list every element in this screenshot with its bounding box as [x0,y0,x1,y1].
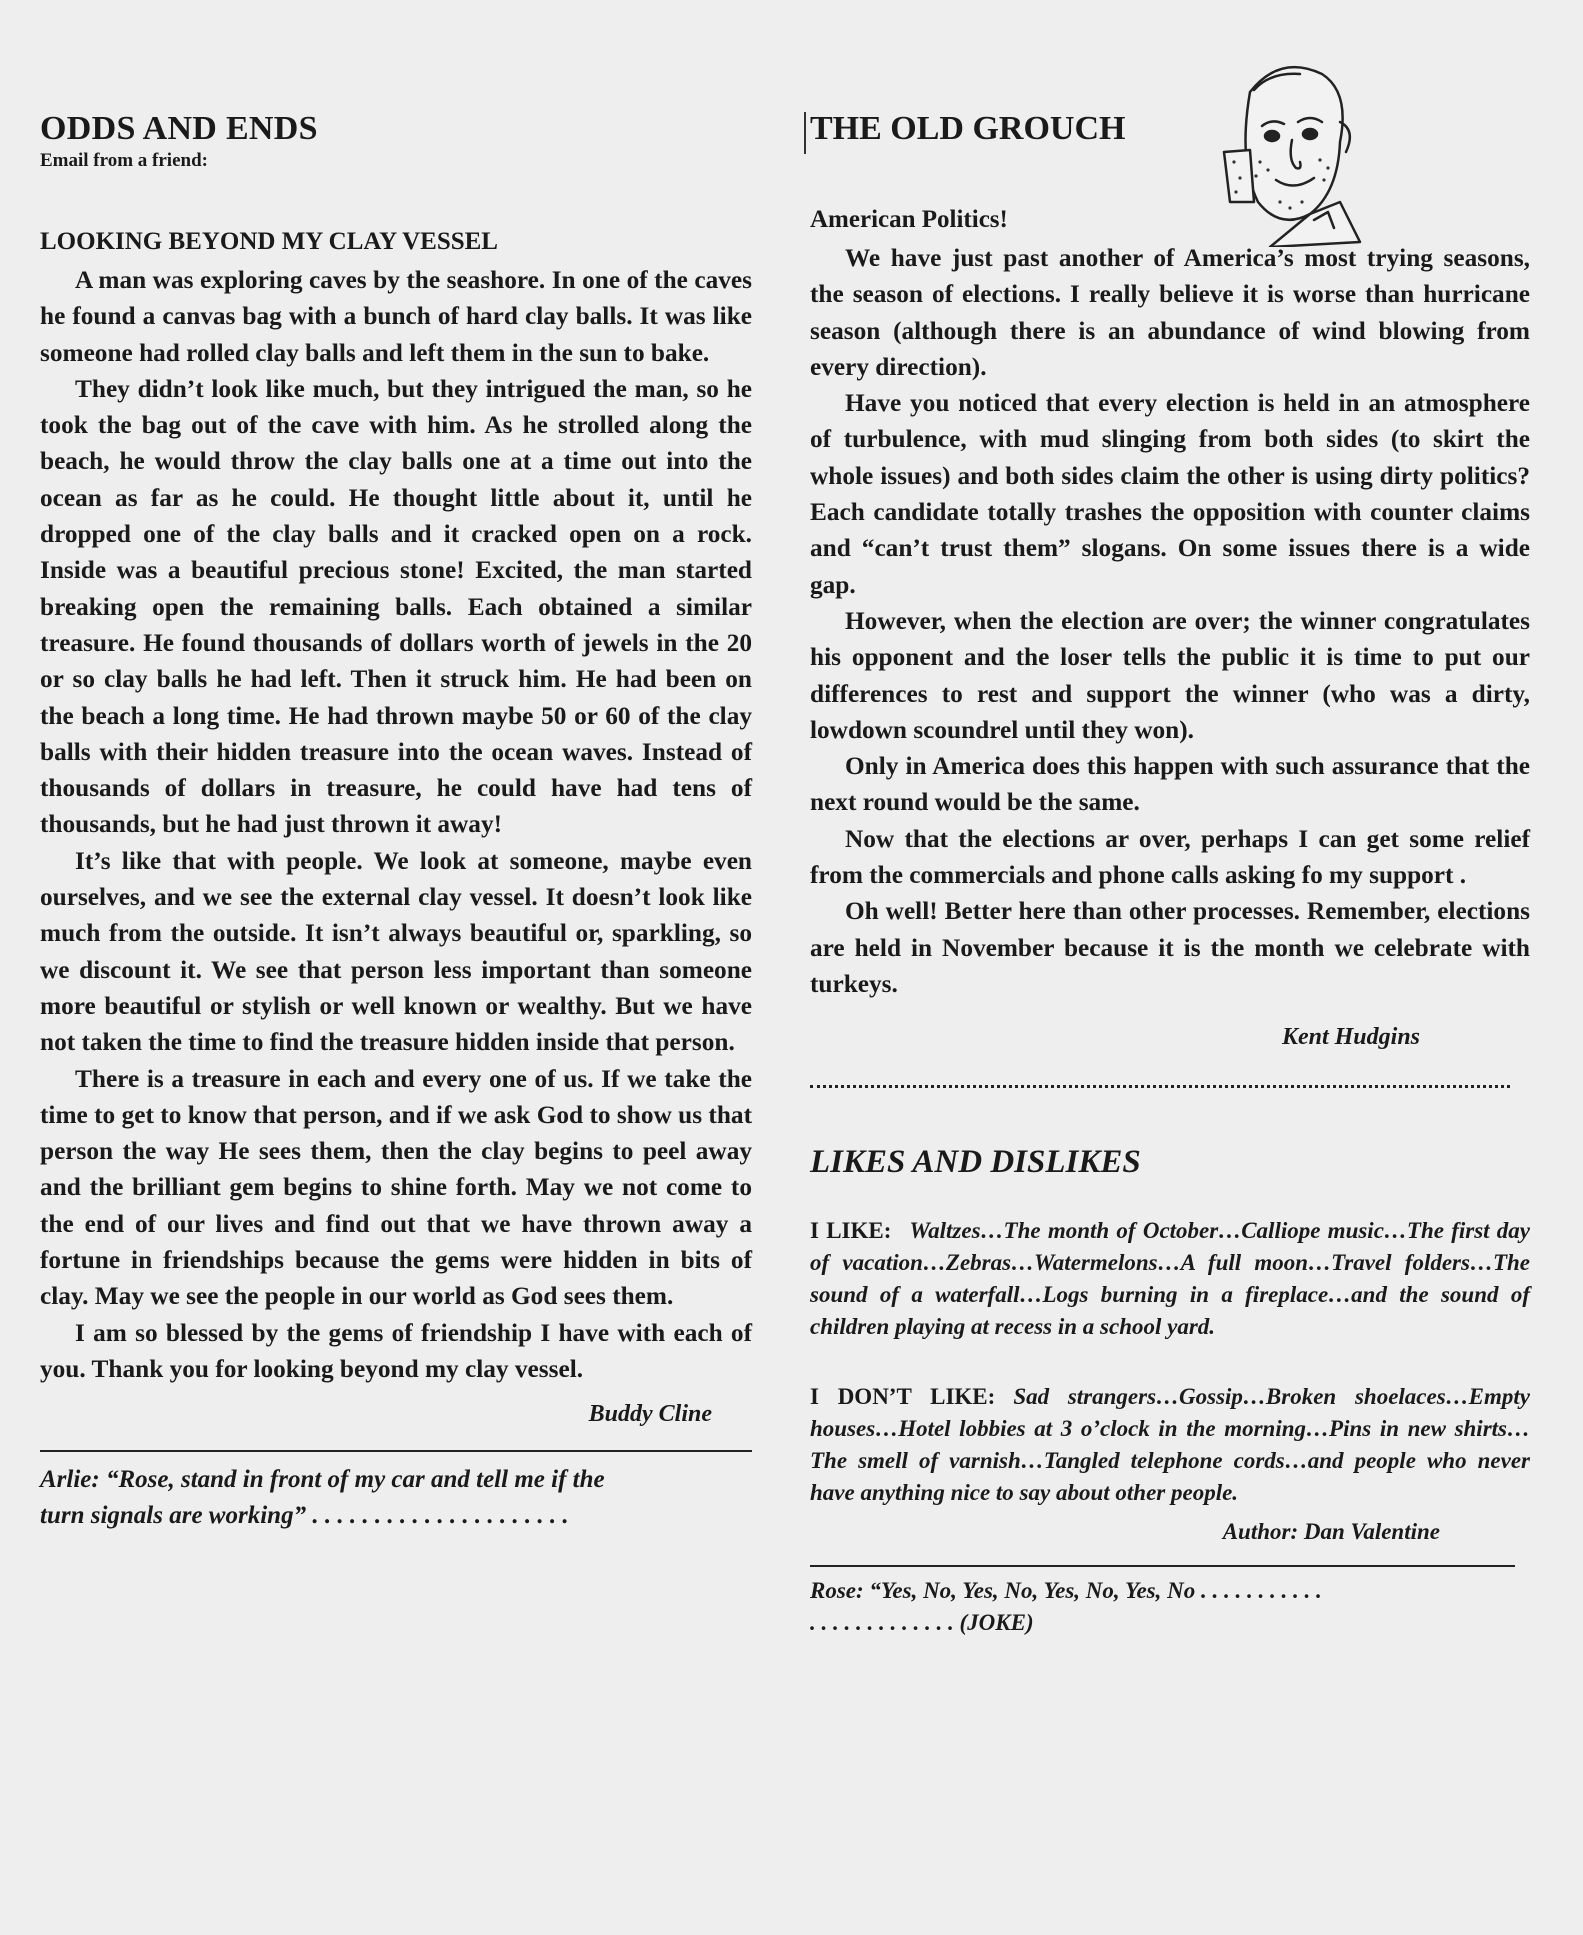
article-paragraph: Only in America does this happen with such assurance that the next round would be the same. [810,752,1530,817]
dislike-text: Sad strangers…Gossip…Broken shoelaces…Empty houses…Hotel lobbies at 3 o’clock in the morning…Pins in new shirts…The smell of varnish…Tangled telephone cords…and people who never have anything nice to say about other people. [810,1384,1531,1506]
section-subheading: Email from a friend: [40,150,208,171]
section-divider [810,1085,1510,1088]
column-divider [804,112,806,154]
article-paragraph: There is a treasure in each and every one of us. If we take the time to get to know that person, and if we ask God to show us that person the way He sees them, then the clay begins to peel away and the brilliant gem begins to shine forth. May we not come to the end of our lives and find out that we have thrown away a fortune in friendships because the gems were hidden in bits of clay. May we see the people in our world as God sees them. [40,1064,752,1311]
article-paragraph: However, when the election are over; the winner congratulates his opponent and the loser tells the public it is time to put our differences to rest and support the winner (who was a dirty, lowdown scoundrel until they won). [810,606,1530,744]
article-paragraph: They didn’t look like much, but they intrigued the man, so he took the bag out of the cave with him. As he strolled along the beach, he would throw the clay balls one at a time out into the ocean as far as he could. He thought little about it, until he dropped one of the clay balls and it cracked open on a rock. Inside was a beautiful precious stone! Excited, the man started breaking open the remaining balls. Each obtained a similar treasure. He found thousands of dollars worth of jewels in the 20 or so clay balls he had left. Then it struck him. He had been on the beach a long time. He had thrown maybe 50 or 60 of the clay balls with their hidden treasure into the ocean waves. Instead of thousands of dollars in treasure, he could have had tens of thousands, but he had just thrown it away! [40,374,752,839]
article-paragraph: I am so blessed by the gems of friendship I have with each of you. Thank you for looking beyond my clay vessel. [40,1318,752,1383]
dislikes-paragraph [810,1381,1530,1509]
article-title-clay-vessel: LOOKING BEYOND MY CLAY VESSEL [40,228,498,255]
joke-line: Rose: “Yes, No, Yes, No, Yes, No, Yes, No . . . . . . . . . . . [810,1578,1322,1604]
joke-line: . . . . . . . . . . . . . (JOKE) [810,1610,1034,1636]
left-column [40,110,752,1534]
joke-line: Arlie: “Rose, stand in front of my car and tell me if the [40,1466,605,1494]
article-paragraph: A man was exploring caves by the seashore. In one of the caves he found a canvas bag with a bunch of hard clay balls. It was like someone had rolled clay balls and left them in the sun to bake. [40,266,752,367]
section-divider [40,1450,752,1452]
section-divider [810,1565,1515,1567]
section-heading-likes-dislikes: LIKES AND DISLIKES [810,1144,1141,1181]
likes-author-signature: Author: Dan Valentine [1222,1519,1440,1545]
right-column [810,110,1530,1639]
author-signature: Buddy Cline [588,1401,712,1428]
joke-arlie [40,1462,752,1534]
dislike-label: I DON’T LIKE: [810,1384,996,1410]
article-paragraph: Oh well! Better here than other processes. Remember, elections are held in November because it is the month we celebrate with turkeys. [810,897,1530,998]
likes-paragraph [810,1215,1530,1343]
section-heading-odds-and-ends: ODDS AND ENDS [40,110,318,147]
article-title-american-politics: American Politics! [810,206,1008,233]
article-paragraph: It’s like that with people. We look at someone, maybe even ourselves, and we see the external clay vessel. It doesn’t look like much from the outside. It isn’t always beautiful or, sparkling, so we discount it. We see that person less important than someone more beautiful or stylish or well known or wealthy. But we have not taken the time to find the treasure hidden inside that person. [40,846,752,1057]
joke-rose [810,1575,1530,1639]
article-body-clay-vessel [40,262,752,1387]
joke-line: turn signals are working” . . . . . . . . . . . . . . . . . . . . . [40,1502,569,1530]
author-signature: Kent Hudgins [1281,1024,1420,1051]
article-body-politics [810,240,1530,1002]
article-paragraph: Now that the elections ar over, perhaps I can get some relief from the commercials and phone calls asking fo my support . [810,824,1530,890]
like-text: Waltzes…The month of October…Calliope music…The first day of vacation…Zebras…Watermelons…A full moon…Travel folders…The sound of a waterfall…Logs burning in a fireplace…and the sound of children playing at recess in a school yard. [810,1218,1530,1340]
article-paragraph: Have you noticed that every election is held in an atmosphere of turbulence, with mud slinging from both sides (to skirt the whole issues) and both sides claim the other is using dirty politics? Each candidate totally trashes the opposition with counter claims and “can’t trust them” slogans. On some issues there is a wide gap. [810,389,1530,599]
article-paragraph: We have just past another of America’s most trying seasons, the season of elections. I really believe it is worse than hurricane season (although there is an abundance of wind blowing from every direction). [810,244,1530,381]
section-heading-old-grouch: THE OLD GROUCH [810,110,1126,147]
like-label: I LIKE: [810,1218,892,1244]
